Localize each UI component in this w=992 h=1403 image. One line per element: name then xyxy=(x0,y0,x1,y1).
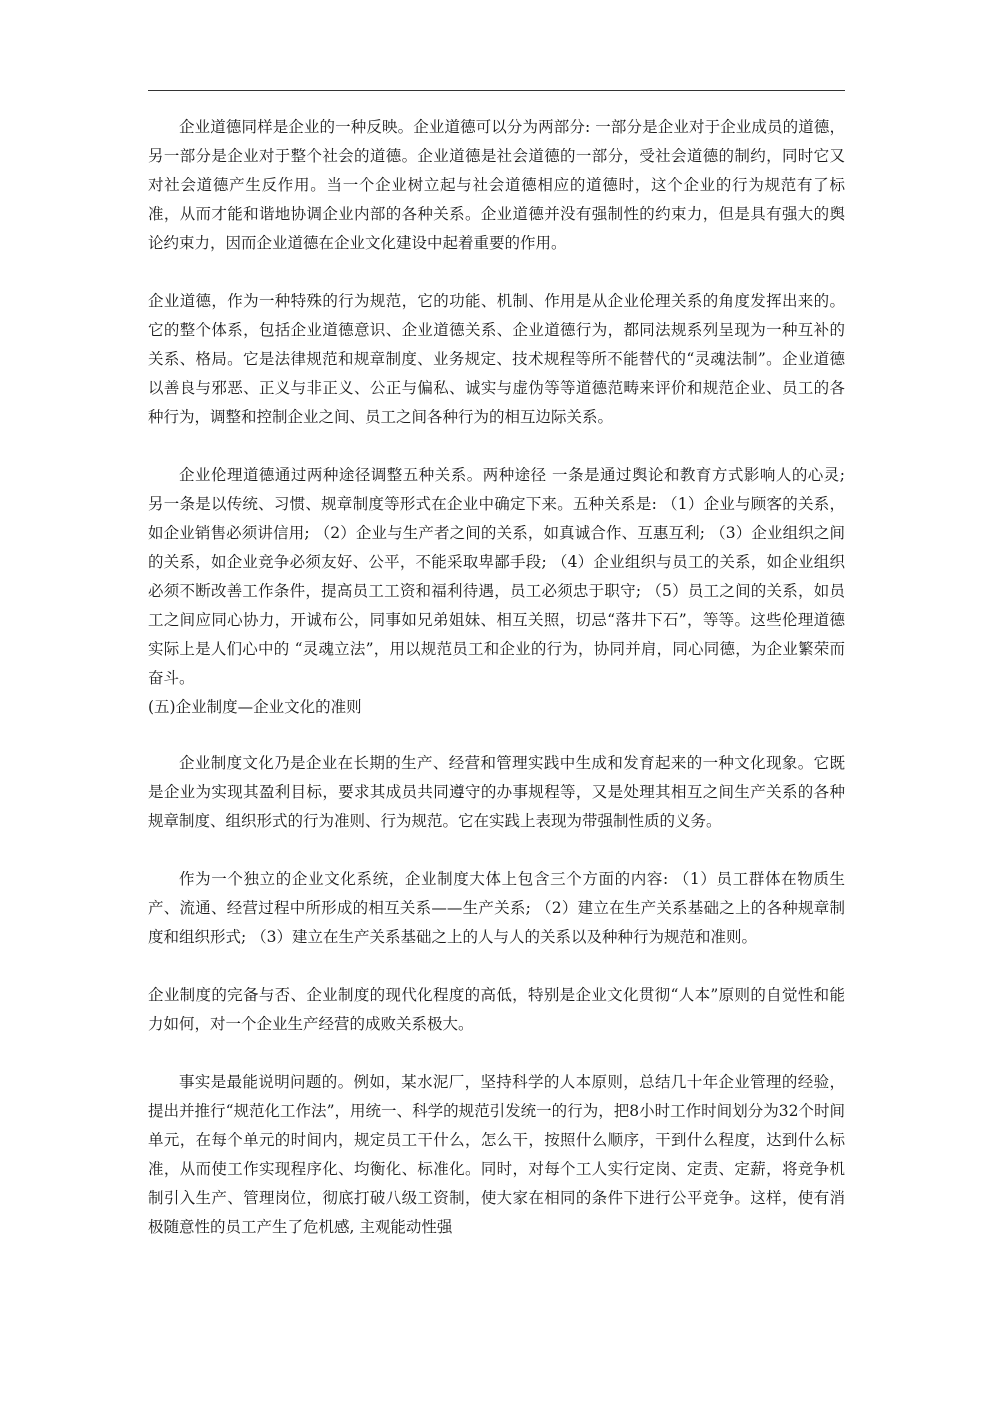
section-heading: (五)企业制度—企业文化的准则 xyxy=(148,698,362,716)
paragraph-system-contents: 作为一个独立的企业文化系统，企业制度大体上包含三个方面的内容: （1）员工群体在物质生产、流通、经营过程中所形成的相互关系——生产关系; （2）建立在生产关系基础之上的各种规章制度和组织形式; （3）建立在生产关系基础之上的人与人的关系以及种种行为规范和准则。 xyxy=(148,870,845,946)
paragraph-cement-factory-example: 事实是最能说明问题的。例如，某水泥厂，坚持科学的人本原则，总结几十年企业管理的经验，提出并推行“规范化工作法”，用统一、科学的规范引发统一的行为，把8小时工作时间划分为32个时间单元，在每个单元的时间内，规定员工干什么，怎么干，按照什么顺序，干到什么程度，达到什么标准，从而使工作实现程序化、均衡化、标准化。同时，对每个工人实行定岗、定责、定薪，将竞争机制引入生产、管理岗位，彻底打破八级工资制，使大家在相同的条件下进行公平竞争。这样，使有消极随意性的员工产生了危机感, 主观能动性强 xyxy=(148,1073,845,1236)
paragraph-enterprise-ethics-intro: 企业道德同样是企业的一种反映。企业道德可以分为两部分: 一部分是企业对于企业成员的道德，另一部分是企业对于整个社会的道德。企业道德是社会道德的一部分，受社会道德的制约，同时它又对社会道德产生反作用。当一个企业树立起与社会道德相应的道德时，这个企业的行为规范有了标准，从而才能和谐地协调企业内部的各种关系。企业道德并没有强制性的约束力，但是具有强大的舆论约束力，因而企业道德在企业文化建设中起着重要的作用。 xyxy=(148,118,845,252)
paragraph-enterprise-ethics-function: 企业道德，作为一种特殊的行为规范，它的功能、机制、作用是从企业伦理关系的角度发挥出来的。它的整个体系，包括企业道德意识、企业道德关系、企业道德行为，都同法规系列呈现为一种互补的关系、格局。它是法律规范和规章制度、业务规定、技术规程等所不能替代的“灵魂法制”。企业道德以善良与邪恶、正义与非正义、公正与偏私、诚实与虚伪等等道德范畴来评价和规范企业、员工的各种行为，调整和控制企业之间、员工之间各种行为的相互边际关系。 xyxy=(148,292,845,426)
paragraph-five-relations: 企业伦理道德通过两种途径调整五种关系。两种途径 一条是通过舆论和教育方式影响人的心灵; 另一条是以传统、习惯、规章制度等形式在企业中确定下来。五种关系是: （1）企业与顾客的关系，如企业销售必须讲信用; （2）企业与生产者之间的关系，如真诚合作、互惠互利; （3）企业组织之间的关系，如企业竞争必须友好、公平，不能采取卑鄙手段; （4）企业组织与员工的关系，如企业组织必须不断改善工作条件，提高员工工资和福利待遇，员工必须忠于职守; （5）员工之间的关系，如员工之间应同心协力，开诚布公，同事如兄弟姐妹、相互关照，切忌“落井下石”，等等。这些伦理道德实际上是人们心中的 “灵魂立法”，用以规范员工和企业的行为，协同并肩，同心同德，为企业繁荣而奋斗。 xyxy=(148,466,845,687)
paragraph-system-culture: 企业制度文化乃是企业在长期的生产、经营和管理实践中生成和发育起来的一种文化现象。它既是企业为实现其盈利目标，要求其成员共同遵守的办事规程等，又是处理其相互之间生产关系的各种规章制度、组织形式的行为准则、行为规范。它在实践上表现为带强制性质的义务。 xyxy=(148,754,845,830)
paragraph-system-importance: 企业制度的完备与否、企业制度的现代化程度的高低，特别是企业文化贯彻“人本”原则的自觉性和能力如何，对一个企业生产经营的成败关系极大。 xyxy=(148,986,845,1033)
header-rule xyxy=(148,90,845,91)
document-body xyxy=(148,113,845,1242)
